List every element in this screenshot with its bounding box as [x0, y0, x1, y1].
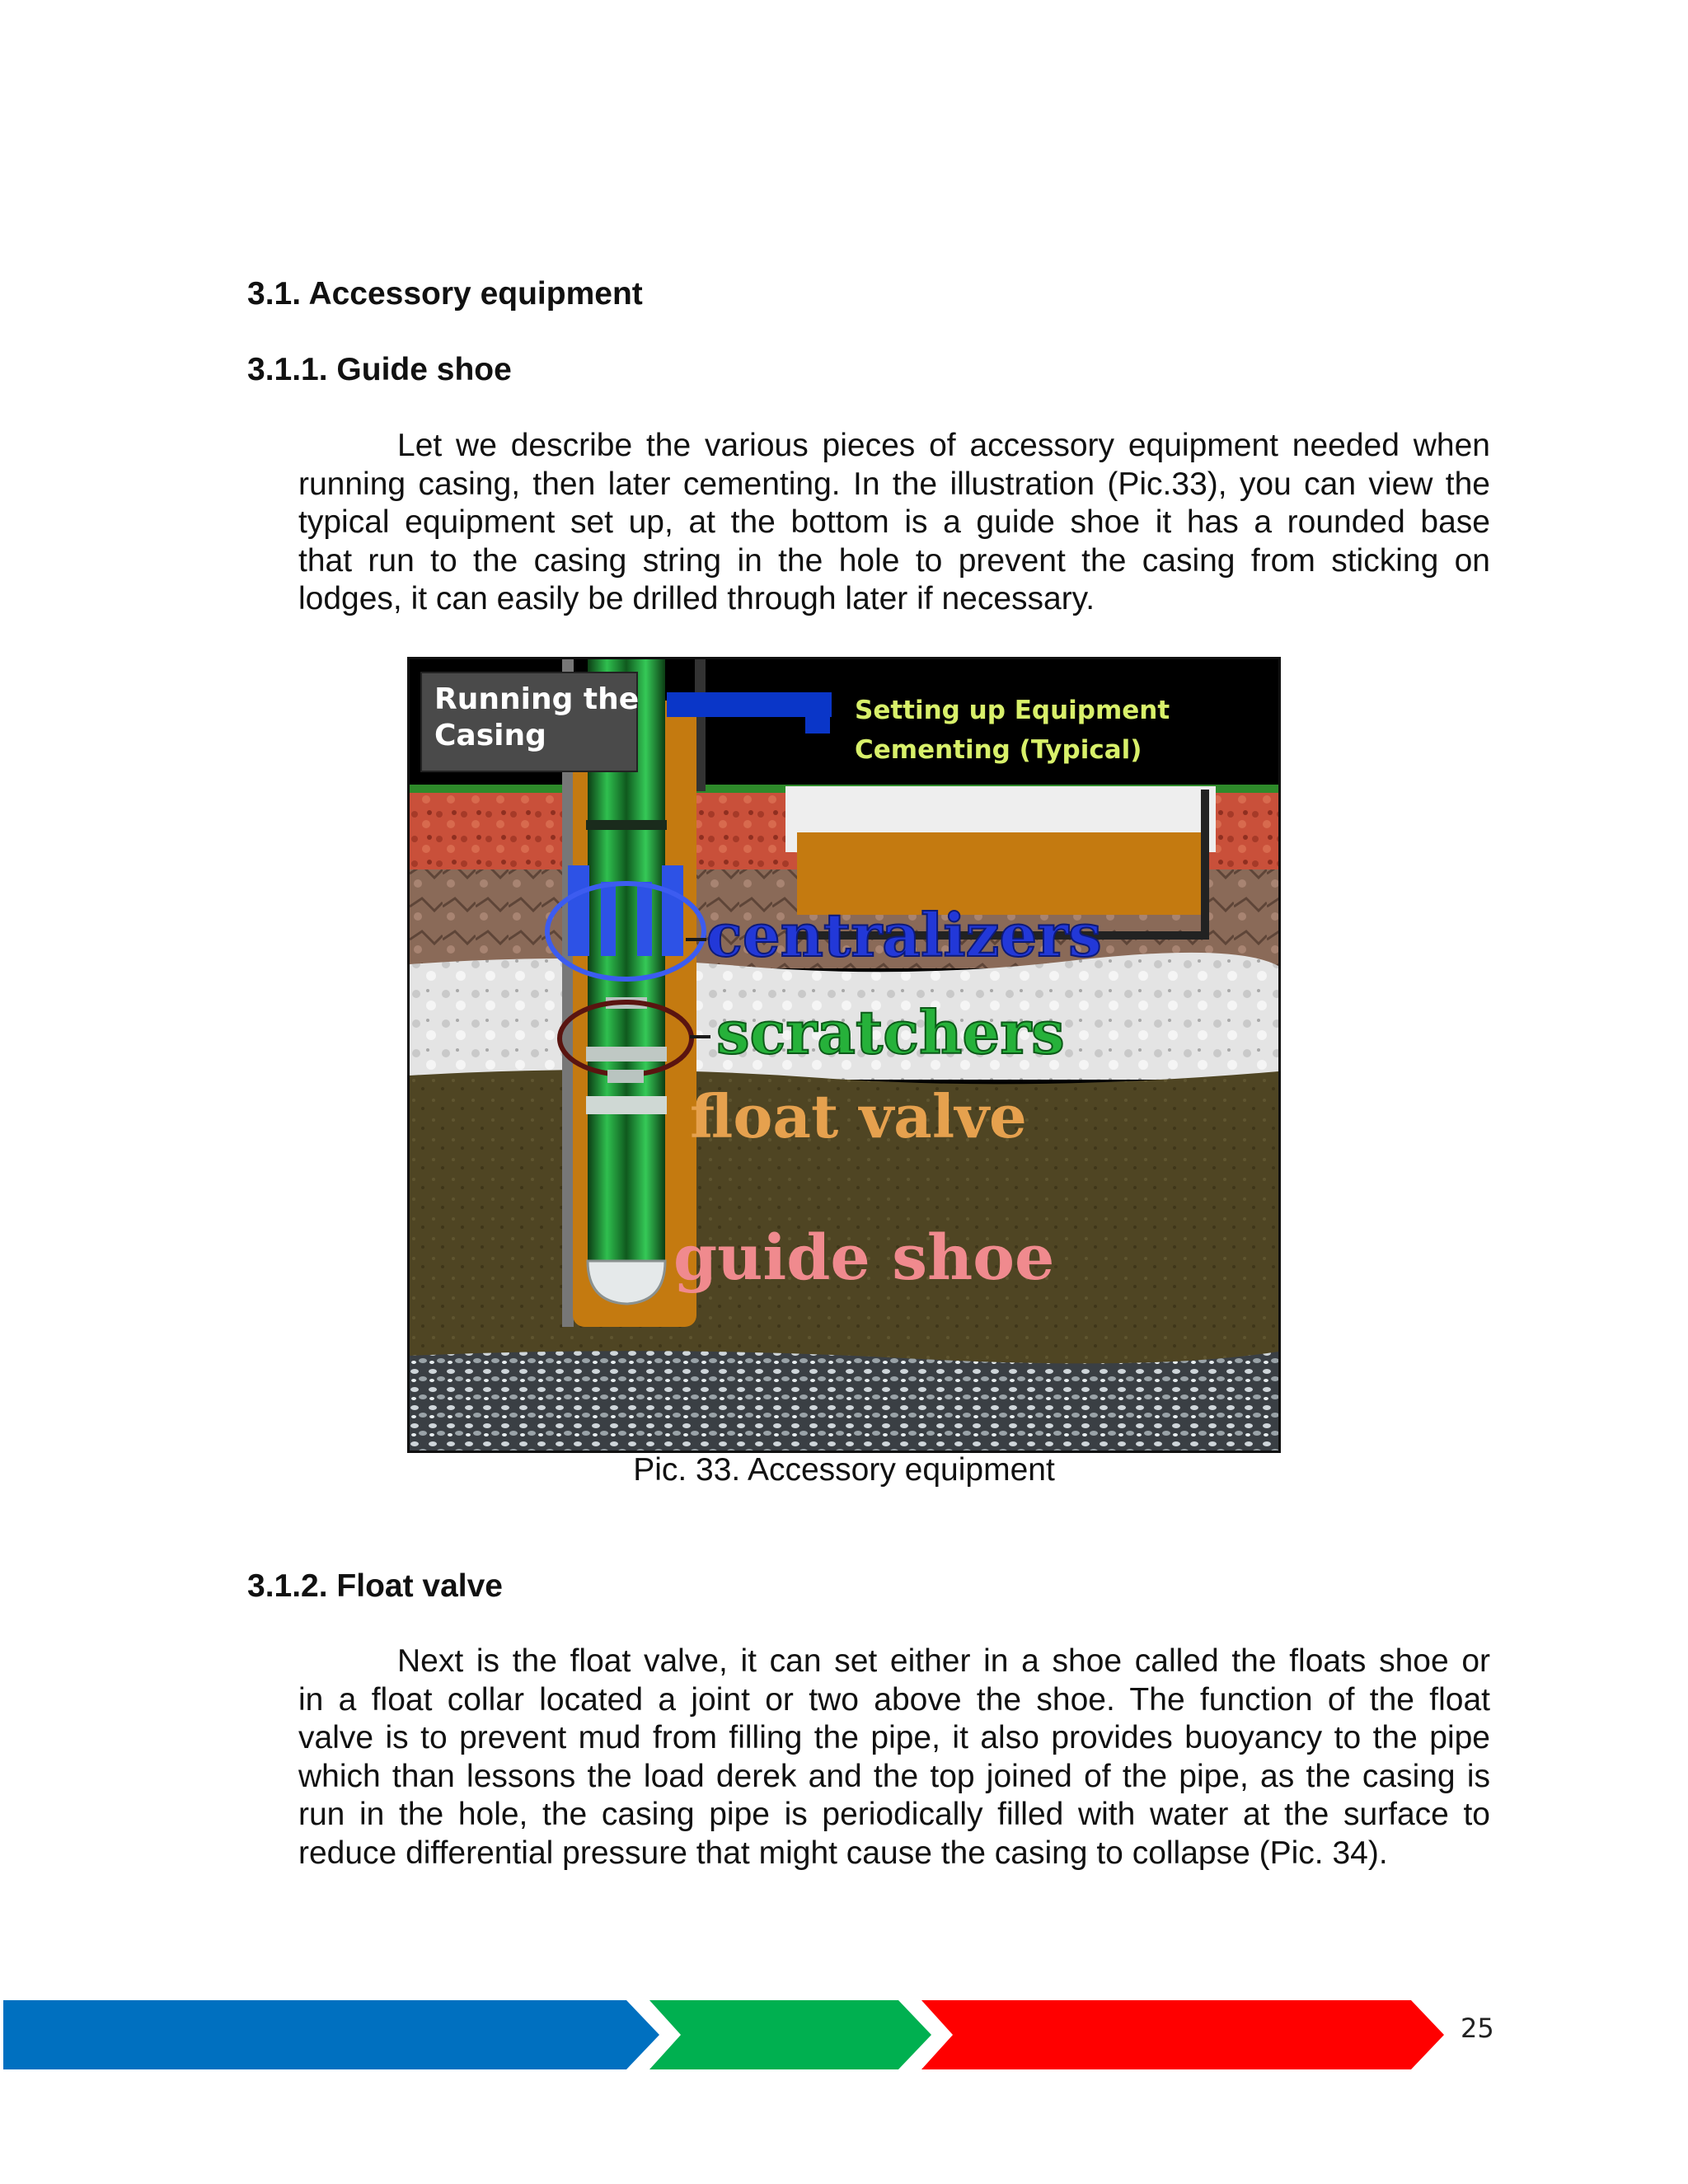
- figure-title-line-1: Running the: [434, 682, 640, 716]
- subsection-heading-guide-shoe: 3.1.1. Guide shoe: [247, 352, 512, 387]
- float-valve-paragraph: [298, 1643, 1490, 1872]
- label-float-valve: float valve: [690, 1081, 1027, 1151]
- paragraph-line: Let we describe the various pieces of accessory equipment needed when: [397, 428, 1490, 463]
- paragraph-line: which than lessons the load derek and the top joined of the pipe, as the casing is: [298, 1758, 1490, 1794]
- paragraph-line: typical equipment set up, at the bottom is a guide shoe it has a rounded base: [298, 504, 1490, 540]
- paragraph-line: valve is to prevent mud from filling the pipe, it also provides buoyancy to the pipe: [298, 1720, 1490, 1755]
- label-scratchers: scratchers: [716, 997, 1065, 1067]
- casing-illustration-drawing: [410, 659, 1278, 1451]
- paragraph-line: running casing, then later cementing. In the illustration (Pic.33), you can view the: [298, 466, 1490, 502]
- footer-arrow-band: [0, 1999, 1688, 2073]
- paragraph-line: in a float collar located a joint or two above the shoe. The function of the float: [298, 1681, 1490, 1718]
- label-centralizers: centralizers: [706, 900, 1102, 970]
- figure-title-line-2: Casing: [434, 719, 546, 752]
- footer-green-arrow: [649, 2000, 931, 2069]
- paragraph-line: that run to the casing string in the hole to prevent the casing from sticking on: [298, 542, 1490, 579]
- label-guide-shoe: guide shoe: [673, 1221, 1055, 1294]
- footer-blue-arrow: [3, 2000, 659, 2069]
- figure-subtitle-line-1: Setting up Equipment: [855, 696, 1170, 725]
- paragraph-line: run in the hole, the casing pipe is periodically filled with water at the surface to: [298, 1797, 1490, 1832]
- figure-caption: Pic. 33. Accessory equipment: [633, 1452, 1055, 1488]
- subsection-heading-float-valve: 3.1.2. Float valve: [247, 1568, 504, 1604]
- paragraph-line: Next is the float valve, it can set either in a shoe called the floats shoe or: [397, 1643, 1490, 1679]
- figure-subtitle-line-2: Cementing (Typical): [855, 735, 1142, 765]
- section-heading: 3.1. Accessory equipment: [247, 276, 643, 312]
- casing-illustration: [407, 657, 1281, 1453]
- guide-shoe-paragraph: [298, 427, 1490, 619]
- paragraph-line: lodges, it can easily be drilled through later if necessary.: [298, 581, 1095, 616]
- page-number: 25: [1461, 2013, 1494, 2044]
- paragraph-line: reduce differential pressure that might cause the casing to collapse (Pic. 34).: [298, 1835, 1388, 1871]
- footer-red-arrow: [921, 2000, 1444, 2069]
